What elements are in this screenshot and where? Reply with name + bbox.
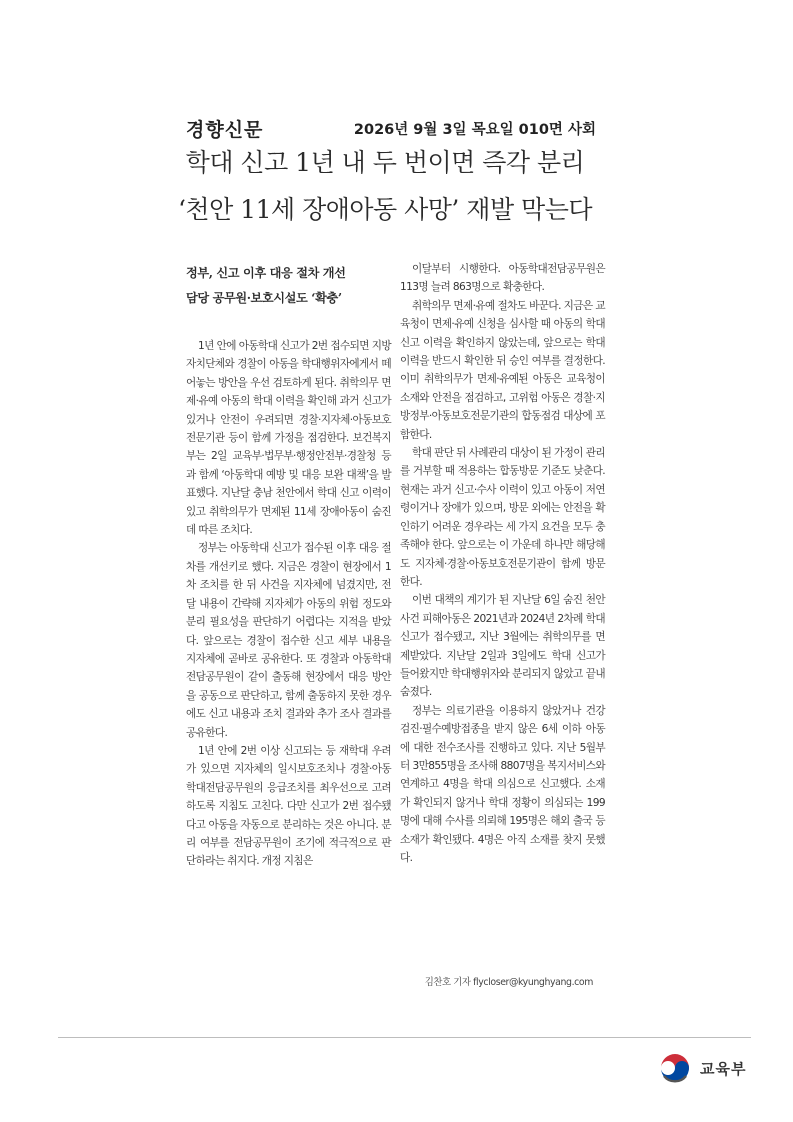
article-column-left <box>186 260 391 871</box>
subheadline <box>186 260 391 311</box>
edition-info: 2026년 9월 3일 목요일 010면 사회 <box>353 122 596 138</box>
article-column-right <box>400 260 605 867</box>
subheadline-line-1: 정부, 신고 이후 대응 절차 개선 <box>186 266 346 280</box>
headline-line-1: 학대 신고 1년 내 두 번이면 즉각 분리 <box>185 148 585 177</box>
article-paragraph: 학대 판단 뒤 사례관리 대상이 된 가정이 관리를 거부할 때 적용하는 합동방문 기준도 낮춘다. 현재는 과거 신고·수사 이력이 있고 아동이 저연령이거나 장애가 있으며, 방문 외에는 안전을 확인하기 어려운 경우라는 세 가지 요건을 모두 충족해야 한다. 앞으로는 이 가운데 하나만 해당해도 지자체·경찰·아동보호전문기관이 함께 방문한다. <box>400 447 605 588</box>
article-paragraph: 이번 대책의 계기가 된 지난달 6일 숨진 천안 사건 피해아동은 2021년과 2024년 2차례 학대 신고가 접수됐고, 지난 3월에는 취학의무를 면제받았다. 지난달 2일과 3일에도 학대 신고가 들어왔지만 학대행위자와 분리되지 않았고 끝내 숨졌다. <box>400 594 605 699</box>
newspaper-name: 경향신문 <box>186 119 264 141</box>
subheadline-line-2: 담당 공무원·보호시설도 ‘확충’ <box>186 291 342 305</box>
article-paragraph: 정부는 아동학대 신고가 접수된 이후 대응 절차를 개선키로 했다. 지금은 경찰이 현장에서 1차 조치를 한 뒤 사건을 지자체에 넘겼지만, 전달 내용이 간략해 지자체가 아동의 위험 정도와 분리 필요성을 판단하기 어렵다는 지적을 받았다. 앞으로는 경찰이 접수한 신고 세부 내용을 지자체에 곧바로 공유한다. 또 경찰과 아동학대전담공무원이 같이 출동해 현장에서 대응 방안을 공동으로 판단하고, 함께 출동하지 못한 경우에도 신고 내용과 조치 결과와 추가 조사 결과를 공유한다. <box>186 542 391 739</box>
footer-divider <box>58 1037 751 1038</box>
article-paragraph: 정부는 의료기관을 이용하지 않았거나 건강검진·필수예방접종을 받지 않은 6세 이하 아동에 대한 전수조사를 진행하고 있다. 지난 5월부터 3만855명을 조사해 8807명을 복지서비스와 연계하고 4명을 학대 의심으로 신고했다. 소재가 확인되지 않거나 학대 정황이 의심되는 199명에 대해 수사를 의뢰해 195명은 해외 출국 등 소재가 확인됐다. 4명은 아직 소재를 찾지 못했다. <box>400 704 605 864</box>
article-paragraph: 1년 안에 2번 이상 신고되는 등 재학대 우려가 있으면 지자체의 일시보호조치나 경찰·아동학대전담공무원의 응급조치를 최우선으로 고려하도록 지침도 고친다. 다만 신고가 2번 접수됐다고 아동을 자동으로 분리하는 것은 아니다. 분리 여부를 전담공무원이 조기에 적극적으로 판단하라는 취지다. 개정 지침은 <box>186 744 391 868</box>
article-paragraph: 1년 안에 아동학대 신고가 2번 접수되면 지방자치단체와 경찰이 아동을 학대행위자에게서 떼어놓는 방안을 우선 검토하게 된다. 취학의무 면제·유예 아동의 학대 이력을 확인해 과거 신고가 있거나 안전이 우려되면 경찰·지자체·아동보호전문기관 등이 함께 가정을 점검한다. 보건복지부는 2일 교육부·법무부·행정안전부·경찰청 등과 함께 ‘아동학대 예방 및 대응 보완 대책’을 발표했다. 지난달 충남 천안에서 학대 신고 이력이 있고 취학의무가 면제된 11세 장애아동이 숨진 데 따른 조치다. <box>186 340 391 537</box>
headline-line-2: ‘천안 11세 장애아동 사망’ 재발 막는다 <box>177 195 593 224</box>
ministry-name: 교육부 <box>700 1060 747 1078</box>
reporter-byline: 김찬호 기자 flycloser@kyunghyang.com <box>424 977 593 988</box>
ministry-logo <box>657 1048 757 1088</box>
taegeuk-logo-icon <box>657 1049 693 1085</box>
article-paragraph: 이달부터 시행한다. 아동학대전담공무원은 113명 늘려 863명으로 확충한다. <box>400 263 605 294</box>
article-paragraph: 취학의무 면제·유예 절차도 바꾼다. 지금은 교육청이 면제·유예 신청을 심사할 때 아동의 학대 신고 이력을 확인하지 않았는데, 앞으로는 학대 이력을 반드시 확인한 뒤 승인 여부를 결정한다. 이미 취학의무가 면제·유예된 아동은 교육청이 소재와 안전을 점검하고, 고위험 아동은 경찰·지방정부·아동보호전문기관의 합동점검 대상에 포함한다. <box>400 299 605 441</box>
